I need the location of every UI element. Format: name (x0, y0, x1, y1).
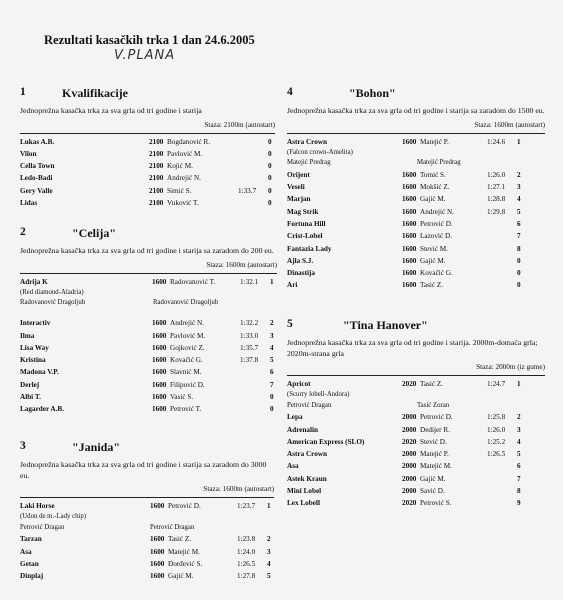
detail-left: (Udon de m.-Lady chip) (20, 513, 87, 521)
result-row (287, 485, 545, 497)
finish-place: 2 (267, 535, 271, 544)
driver-name: Pavlović M. (167, 149, 203, 158)
finish-place: 9 (517, 499, 521, 508)
race-description: Jednoprežna kasačka trka za sva grla od tri godine i starija (20, 106, 202, 115)
race-conditions: Staza: 1600m (autostart) (474, 120, 545, 129)
result-row (287, 436, 545, 448)
winner-detail (20, 298, 277, 317)
winner-detail (20, 512, 274, 523)
finish-place: 6 (517, 219, 521, 228)
race-name: "Bohon" (349, 86, 396, 100)
finish-time: 1:23.7 (237, 502, 256, 510)
result-row (287, 497, 545, 509)
result-row (20, 148, 275, 160)
divider-line (287, 133, 545, 134)
driver-name: Petrović D. (168, 502, 201, 510)
driver-name: Lazović D. (420, 232, 452, 241)
horse-name: Astra Crown (287, 137, 327, 146)
result-row (287, 473, 545, 485)
driver-name: Petrović D. (420, 413, 453, 422)
distance: 1600 (152, 331, 167, 340)
distance: 1600 (152, 405, 167, 414)
distance: 2100 (149, 162, 164, 171)
finish-time: 1:26.0 (487, 425, 506, 434)
result-row (20, 533, 274, 545)
finish-place: 3 (517, 183, 521, 192)
horse-name: Getan (20, 559, 39, 568)
finish-time: 1:35.7 (240, 343, 259, 352)
distance: 1600 (402, 244, 417, 253)
race-conditions: Staza: 2000m (iz gume) (476, 363, 545, 371)
race-description: Jednoprežna kasačka trka za sva grla od tri godine i starija sa zaradom do 3000 eu. (20, 460, 267, 480)
result-row (20, 197, 275, 209)
divider-line (20, 497, 274, 498)
horse-name: Fantazia Lady (287, 244, 332, 253)
race-number: 3 (20, 440, 26, 452)
driver-name: Tasić Z. (420, 380, 444, 388)
driver-name: Petrović T. (170, 405, 202, 414)
result-row (20, 172, 275, 184)
horse-name: Derlej (20, 380, 40, 389)
distance: 2000 (402, 413, 417, 422)
horse-name: Gery Valle (20, 186, 53, 195)
race-number: 2 (20, 226, 26, 238)
horse-name: Veseli (287, 183, 305, 192)
winner-detail (287, 390, 545, 401)
finish-place: 0 (268, 162, 272, 171)
result-row (287, 218, 545, 230)
detail-right: Matejić Predrag (417, 159, 461, 167)
document-title: Rezultati kasačkih trka 1 dan 24.6.2005 (44, 33, 255, 47)
result-row (287, 267, 545, 279)
horse-name: Astek Kraun (287, 474, 327, 483)
finish-place: 4 (517, 195, 521, 204)
distance: 1600 (402, 281, 417, 290)
finish-place: 8 (517, 487, 521, 496)
result-row (20, 160, 275, 172)
driver-name: Stević M. (420, 244, 448, 253)
horse-name: Albi T. (20, 393, 41, 402)
horse-name: Crist-Lobel (287, 232, 323, 241)
winner-detail (287, 148, 545, 159)
distance: 1600 (150, 535, 165, 544)
horse-name: Adrija K (20, 277, 48, 286)
finish-time: 1:26.5 (237, 559, 256, 568)
distance: 1600 (152, 277, 167, 286)
finish-place: 0 (268, 149, 272, 158)
horse-name: Ajla S.J. (287, 256, 314, 265)
result-row (287, 424, 545, 436)
distance: 2100 (149, 198, 164, 207)
horse-name: Laki Horse (20, 502, 55, 510)
distance: 2020 (402, 499, 417, 508)
finish-place: 6 (517, 462, 521, 471)
driver-name: Pavlović M. (170, 331, 206, 340)
driver-name: Mokšić Z. (420, 183, 450, 192)
driver-name: Gajić M. (420, 195, 446, 204)
race-name: "Janida" (72, 440, 121, 454)
driver-name: Gajić M. (420, 474, 446, 483)
horse-name: Ledo-Badi (20, 174, 53, 183)
distance: 1600 (152, 356, 167, 365)
finish-place: 0 (517, 281, 521, 290)
finish-time: 1:32.2 (240, 319, 259, 328)
result-row (287, 448, 545, 460)
finish-place: 6 (270, 368, 274, 377)
driver-name: Dedijer R. (420, 425, 450, 434)
finish-place: 7 (517, 232, 521, 241)
driver-name: Bogdanović R. (167, 137, 211, 146)
driver-name: Andrejić N. (170, 319, 204, 328)
driver-name: Andrejić N. (167, 174, 201, 183)
result-row (20, 276, 277, 288)
distance: 1600 (402, 195, 417, 204)
result-row (287, 136, 545, 148)
driver-name: Radovanović T. (170, 277, 216, 286)
horse-name: Cella Town (20, 162, 55, 171)
finish-time: 1:23.8 (237, 535, 256, 544)
finish-time: 1:25.2 (487, 437, 506, 446)
detail-left: (Red diamond-Aladria) (20, 288, 84, 296)
horse-name: Asa (20, 547, 32, 556)
race-section (287, 318, 545, 510)
detail-left: (Scurry lobell-Andora) (287, 391, 350, 399)
race-number: 4 (287, 86, 293, 98)
result-row (287, 181, 545, 193)
finish-time: 1:25.8 (487, 413, 506, 422)
result-row (287, 378, 545, 390)
finish-time: 1:27.1 (487, 183, 506, 192)
finish-time: 1:27.8 (237, 572, 256, 581)
race-section (20, 440, 274, 582)
horse-name: Dinastija (287, 269, 315, 278)
handwritten-note: V.PLANA (114, 48, 176, 63)
detail-left: (Falcon crown-Amelita) (287, 148, 353, 156)
result-row (287, 193, 545, 205)
result-row (287, 206, 545, 218)
detail-right: Tasić Zoran (417, 401, 450, 409)
finish-place: 5 (267, 572, 271, 581)
detail-left: Petrović Dragan (20, 523, 65, 531)
result-row (287, 279, 545, 291)
distance: 2100 (149, 149, 164, 158)
finish-place: 2 (517, 413, 521, 422)
finish-place: 0 (270, 393, 274, 402)
distance: 1600 (402, 219, 417, 228)
horse-name: Lukas A.B. (20, 137, 55, 146)
race-name: "Tina Hanover" (343, 318, 428, 332)
finish-place: 3 (267, 547, 271, 556)
detail-left: Matejić Predrag (287, 159, 331, 167)
result-row (20, 342, 277, 354)
horse-name: Lidas (20, 198, 38, 207)
divider-line (20, 133, 275, 134)
finish-time: 1:28.8 (487, 195, 506, 204)
distance: 1600 (152, 393, 167, 402)
finish-time: 1:26.0 (487, 170, 506, 179)
finish-place: 1 (267, 502, 271, 510)
driver-name: Matejić M. (168, 547, 200, 556)
race-description: Jednoprežna kasačka trka za sva grla od tri godine i starija sa zaradom do 1500 eu. (287, 106, 545, 115)
horse-name: Vilon (20, 149, 37, 158)
horse-name: Lex Lobell (287, 499, 320, 508)
result-row (20, 136, 275, 148)
result-row (20, 379, 277, 391)
horse-name: Madona V.P. (20, 368, 59, 377)
result-row (287, 255, 545, 267)
race-header (287, 318, 545, 336)
horse-name: Astra Crown (287, 450, 327, 459)
distance: 2000 (402, 450, 417, 459)
finish-place: 2 (270, 319, 274, 328)
horse-name: Asa (287, 462, 299, 471)
horse-name: Orijent (287, 170, 310, 179)
horse-name: Dinplaj (20, 572, 44, 581)
horse-name: Marjan (287, 195, 311, 204)
horse-name: Adrenalin (287, 425, 319, 434)
distance: 2000 (402, 425, 417, 434)
winner-detail (287, 401, 545, 412)
result-row (20, 570, 274, 582)
distance: 2020 (402, 437, 417, 446)
result-row (287, 460, 545, 472)
horse-name: Lepa (287, 413, 303, 422)
driver-name: Petrović D. (420, 219, 453, 228)
driver-name: Đorđević S. (168, 559, 203, 568)
race-section (287, 86, 545, 292)
distance: 2000 (402, 474, 417, 483)
finish-place: 1 (517, 137, 521, 146)
distance: 1600 (150, 559, 165, 568)
distance: 2020 (402, 380, 417, 388)
horse-name: American Express (SLO) (287, 437, 365, 446)
finish-place: 5 (517, 450, 521, 459)
result-row (20, 391, 277, 403)
finish-place: 2 (517, 170, 521, 179)
finish-place: 7 (517, 474, 521, 483)
winner-detail (287, 158, 545, 169)
distance: 1600 (402, 170, 417, 179)
race-section (20, 226, 277, 416)
race-header (20, 226, 277, 244)
finish-place: 1 (270, 277, 274, 286)
distance: 2100 (149, 186, 164, 195)
race-number: 1 (20, 86, 26, 98)
finish-place: 0 (268, 198, 272, 207)
race-conditions: Staza: 1600m (autostart) (203, 485, 274, 493)
divider-line (287, 375, 545, 376)
driver-name: Tasić Z. (168, 535, 192, 544)
driver-name: Petrović S. (420, 499, 452, 508)
race-name: Kvalifikacije (62, 86, 128, 100)
horse-name: Mini Lobel (287, 487, 322, 496)
finish-place: 4 (267, 559, 271, 568)
race-number: 5 (287, 318, 293, 330)
race-header (20, 86, 275, 104)
result-row (20, 330, 277, 342)
driver-name: Gajić M. (168, 572, 194, 581)
winner-detail (20, 523, 274, 534)
finish-time: 1:33.0 (240, 331, 259, 340)
distance: 1600 (402, 207, 417, 216)
detail-left: Radovanović Dragoljub (20, 299, 86, 307)
finish-place: 3 (517, 425, 521, 434)
horse-name: Mag Strik (287, 207, 319, 216)
driver-name: Stević D. (420, 437, 447, 446)
finish-place: 7 (270, 380, 274, 389)
distance: 2100 (149, 137, 164, 146)
distance: 1600 (152, 380, 167, 389)
distance: 1600 (150, 502, 165, 510)
driver-name: Savić D. (420, 487, 445, 496)
result-row (287, 243, 545, 255)
result-row (20, 558, 274, 570)
race-description: Jednoprežna kasačka trka za sva grla od tri godine i starija. 2000m-domaća grla; 2020m-strana grla (287, 338, 538, 358)
result-row (20, 500, 274, 512)
distance: 2000 (402, 462, 417, 471)
distance: 2100 (149, 174, 164, 183)
driver-name: Gajić M. (420, 256, 446, 265)
horse-name: Apricot (287, 380, 311, 388)
distance: 1600 (402, 232, 417, 241)
result-row (20, 546, 274, 558)
result-row (287, 411, 545, 423)
finish-time: 1:33.7 (238, 186, 257, 195)
finish-place: 4 (517, 437, 521, 446)
result-row (20, 354, 277, 366)
race-conditions: Staza: 1600m (autostart) (206, 260, 277, 269)
finish-time: 1:29.8 (487, 207, 506, 216)
distance: 1600 (152, 343, 167, 352)
driver-name: Matejić P. (420, 137, 449, 146)
finish-place: 5 (270, 356, 274, 365)
driver-name: Simić S. (167, 186, 192, 195)
driver-name: Matejić M. (420, 462, 452, 471)
horse-name: Tarzan (20, 535, 42, 544)
driver-name: Vasić S. (170, 393, 194, 402)
finish-place: 0 (268, 186, 272, 195)
driver-name: Kovačić G. (170, 356, 203, 365)
finish-time: 1:24.7 (487, 380, 506, 388)
finish-time: 1:32.1 (240, 277, 259, 286)
result-row (20, 317, 277, 329)
distance: 1600 (402, 269, 417, 278)
driver-name: Tomić S. (420, 170, 446, 179)
detail-right: Radovanović Dragoljub (153, 299, 219, 307)
driver-name: Kojić M. (167, 162, 193, 171)
driver-name: Kovačić G. (420, 269, 453, 278)
horse-name: Ari (287, 281, 298, 290)
distance: 1600 (402, 256, 417, 265)
horse-name: Lagarder A.B. (20, 405, 64, 414)
result-row (20, 366, 277, 378)
result-row (20, 403, 277, 415)
finish-place: 0 (517, 269, 521, 278)
divider-line (20, 273, 277, 274)
race-header (287, 86, 545, 104)
race-name: "Celija" (72, 226, 116, 240)
winner-detail (20, 288, 277, 299)
result-row (287, 230, 545, 242)
race-description: Jednoprežna kasačka trka za sva grla od tri godine i starija sa zaradom do 200 eu. (20, 246, 274, 255)
distance: 1600 (150, 547, 165, 556)
distance: 1600 (402, 183, 417, 192)
driver-name: Andrejić N. (420, 207, 454, 216)
finish-place: 4 (270, 343, 274, 352)
race-header (20, 440, 274, 458)
detail-right: Petrović Dragan (150, 523, 195, 531)
finish-time: 1:26.5 (487, 450, 506, 459)
finish-place: 0 (270, 405, 274, 414)
finish-place: 0 (268, 137, 272, 146)
horse-name: Lisa Way (20, 343, 49, 352)
horse-name: Kristina (20, 356, 46, 365)
detail-left: Petrović Dragan (287, 401, 332, 409)
horse-name: Fortuna Hill (287, 219, 326, 228)
finish-place: 5 (517, 207, 521, 216)
horse-name: Ilma (20, 331, 35, 340)
finish-time: 1:37.8 (240, 356, 259, 365)
distance: 1600 (152, 368, 167, 377)
result-row (287, 169, 545, 181)
finish-place: 8 (517, 244, 521, 253)
finish-time: 1:24.6 (487, 137, 506, 146)
finish-place: 0 (268, 174, 272, 183)
driver-name: Matejić P. (420, 450, 449, 459)
driver-name: Slavnić M. (170, 368, 202, 377)
finish-place: 0 (517, 256, 521, 265)
driver-name: Tasić Z. (420, 281, 444, 290)
driver-name: Filipović D. (170, 380, 205, 389)
finish-place: 1 (517, 380, 521, 388)
driver-name: Gojković Z. (170, 343, 205, 352)
driver-name: Vuković T. (167, 198, 199, 207)
distance: 2000 (402, 487, 417, 496)
result-row (20, 185, 275, 197)
distance: 1600 (402, 137, 417, 146)
distance: 1600 (152, 319, 167, 328)
finish-place: 3 (270, 331, 274, 340)
race-section (20, 86, 275, 209)
race-conditions: Staza: 2100m (autostart) (204, 120, 275, 129)
distance: 1600 (150, 572, 165, 581)
horse-name: Interactiv (20, 319, 51, 328)
finish-time: 1:24.0 (237, 547, 256, 556)
